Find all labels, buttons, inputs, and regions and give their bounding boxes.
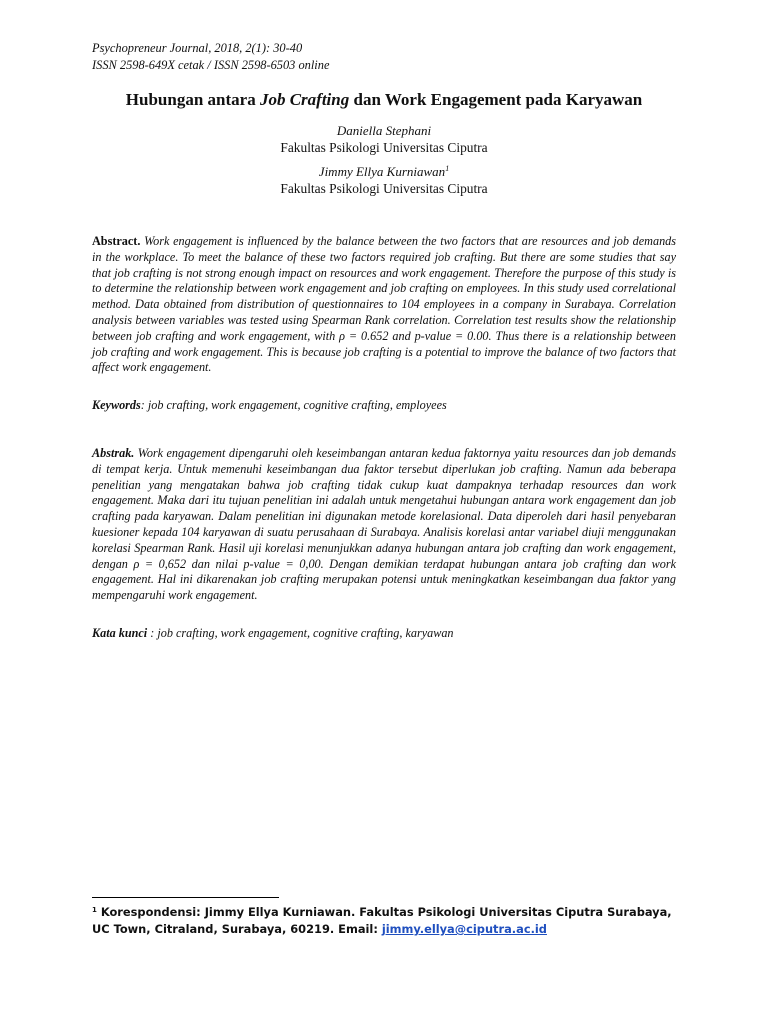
title-part-1: Hubungan antara [125,90,260,109]
footnote [92,904,676,938]
keywords-id-heading: Kata kunci [92,626,148,640]
author-1-name: Daniella Stephani [336,123,432,138]
journal-citation: Psychopreneur Journal, 2018, 2(1): 30-40 [92,41,303,55]
abstract-en-text: Work engagement is influenced by the balance between the two factors that are resources and job demands in the workplace. To meet the balance of these two factors required job crafting. But there are some studies that say that job crafting is not strong enough impact on resources and work engagement. Therefore the purpose of this study is to determine the relationship between work engagement and job crafting on employees. In this study used correlational method. Data obtained from distribution of questionnaires to 104 employees in a company in Surabaya. Correlation analysis between variables was tested using Spearman Rank correlation. Correlation test results show the relationship between job crafting and work engagement, with ρ = 0.652 and p-value = 0.00. Thus there is a relationship between job crafting and work engagement. This is because job crafting is a potential to improve the balance of two factors that affect work engagement. [92,234,676,375]
keywords-en-text: : job crafting, work engagement, cognitive crafting, employees [140,398,447,412]
author-2-name: Jimmy Ellya Kurniawan [318,164,446,179]
footnote-text: Korespondensi: Jimmy Ellya Kurniawan. Fakultas Psikologi Universitas Ciputra Surabaya, UC Town, Citraland, Surabaya, 60219. Email: [92,905,672,936]
keywords-english [92,398,676,414]
abstract-english [92,234,676,376]
author-2-footnote-mark: 1 [445,164,450,173]
keywords-indonesian [92,626,676,642]
footnote-email-link[interactable]: jimmy.ellya@ciputra.ac.id [381,922,547,936]
abstract-en-heading: Abstract. [92,234,141,248]
author-2-line [60,163,708,180]
author-2-affiliation: Fakultas Psikologi Universitas Ciputra [280,181,488,196]
footnote-mark: 1 [92,906,97,914]
keywords-id-text: : job crafting, work engagement, cognitive crafting, karyawan [147,626,454,640]
title-part-2: Job Crafting [259,90,350,109]
title-part-3: dan Work Engagement pada Karyawan [349,90,643,109]
keywords-en-heading: Keywords [92,398,141,412]
paper-title [60,90,708,110]
abstract-indonesian [92,446,676,604]
abstract-id-text: Work engagement dipengaruhi oleh keseimbangan antaran kedua faktornya yaitu resources dan job demands di tempat kerja. Untuk memenuhi keseimbangan dua faktor tersebut diperlukan job crafting. Namun ada beberapa penelitian yang mengatakan bahwa job crafting tidak cukup kuat dampaknya terhadap resources dan work engagement. Maka dari itu tujuan penelitian ini adalah untuk mengetahui hubungan antara work engagement dan job crafting pada karyawan. Dalam penelitian ini digunakan metode korelasional. Data diperoleh dari hasil penyebaran kuesioner kepada 104 karyawan di suatu perusahaan di Surabaya. Analisis korelasi antar variabel diuji menggunakan korelasi Spearman Rank. Hasil uji korelasi menunjukkan adanya hubungan antara job crafting dan work engagement, dengan ρ = 0,652 dan nilai p-value = 0,00. Dengan demikian terdapat hubungan antara job crafting dan work engagement. Hal ini dikarenakan job crafting merupakan potensi untuk meningkatkan keseimbangan dua faktor yang mempengaruhi work engagement. [92,446,677,603]
author-1-affiliation: Fakultas Psikologi Universitas Ciputra [280,140,488,155]
abstract-id-heading: Abstrak. [92,446,135,460]
journal-issn: ISSN 2598-649X cetak / ISSN 2598-6503 online [92,58,330,72]
footnote-separator [92,897,279,898]
